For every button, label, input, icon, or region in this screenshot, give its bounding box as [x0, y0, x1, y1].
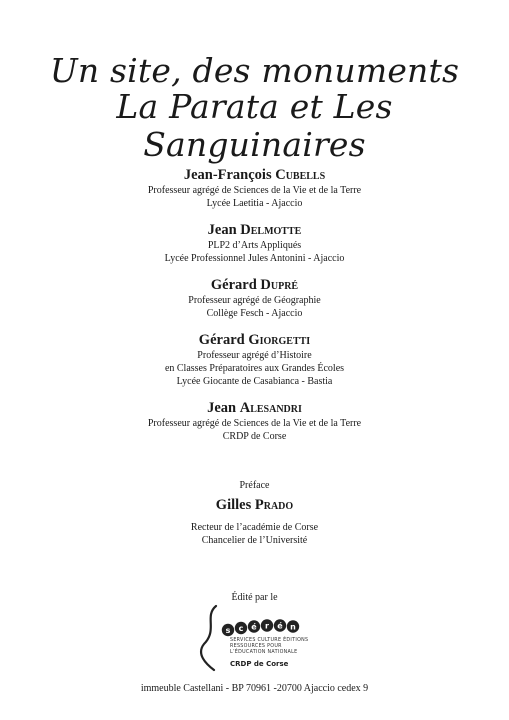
author-title: Professeur agrégé d’Histoire [197, 350, 312, 361]
edited-by-label: Édité par le [231, 592, 278, 603]
author-name: Gérard Giorgetti [198, 332, 311, 348]
author-block [0, 221, 509, 265]
author-title: PLP2 d’Arts Appliqués [207, 240, 302, 251]
author-block [0, 276, 509, 320]
logo-tagline-2: RESSOURCES POUR [230, 644, 282, 649]
preface-label: Préface [239, 480, 270, 491]
logo-letter: c [238, 624, 244, 633]
author-block [0, 331, 509, 388]
logo-letter: é [277, 621, 283, 631]
author-name: Jean Alesandri [207, 400, 302, 416]
author-affiliation: Collège Fesch - Ajaccio [206, 308, 303, 319]
author-title: Professeur agrégé de Géographie [188, 295, 321, 306]
author-affiliation: Lycée Giocante de Casabianca - Bastia [176, 376, 333, 387]
author-block [0, 399, 509, 443]
preface-author-name: Gilles Prado [215, 497, 294, 513]
logo-tagline-3: L’ÉDUCATION NATIONALE [230, 650, 298, 655]
preface-role: Recteur de l’académie de Corse [190, 522, 319, 533]
author-title: Professeur agrégé de Sciences de la Vie et de la Terre [147, 185, 362, 196]
logo-tagline-1: SERVICES CULTURE ÉDITIONS [230, 638, 309, 643]
author-name: Gérard Dupré [210, 277, 299, 293]
author-name: Jean Delmotte [207, 222, 302, 238]
title-line-2: La Parata et Les Sanguinaires [116, 87, 393, 164]
author-title-2: en Classes Préparatoires aux Grandes Écoles [164, 363, 345, 374]
logo-letter: n [290, 622, 296, 632]
author-title: Professeur agrégé de Sciences de la Vie et de la Terre [147, 418, 362, 429]
authors-list [0, 166, 509, 454]
author-affiliation: CRDP de Corse [222, 431, 287, 442]
publisher-org: CRDP de Corse [230, 660, 289, 668]
preface-roles [0, 521, 509, 547]
logo-letter: é [251, 622, 257, 632]
author-name: Jean-François Cubells [183, 167, 326, 183]
logo-letter: s [225, 626, 231, 635]
logo-letter: r [265, 621, 269, 631]
author-block [0, 166, 509, 210]
author-affiliation: Lycée Professionnel Jules Antonini - Ajaccio [164, 253, 345, 264]
title-line-1: Un site, des monuments [49, 51, 460, 90]
author-affiliation: Lycée Laetitia - Ajaccio [206, 198, 303, 209]
preface-role: Chancelier de l’Université [201, 535, 308, 546]
publisher-address: immeuble Castellani - BP 70961 -20700 Ajaccio cedex 9 [140, 683, 369, 694]
